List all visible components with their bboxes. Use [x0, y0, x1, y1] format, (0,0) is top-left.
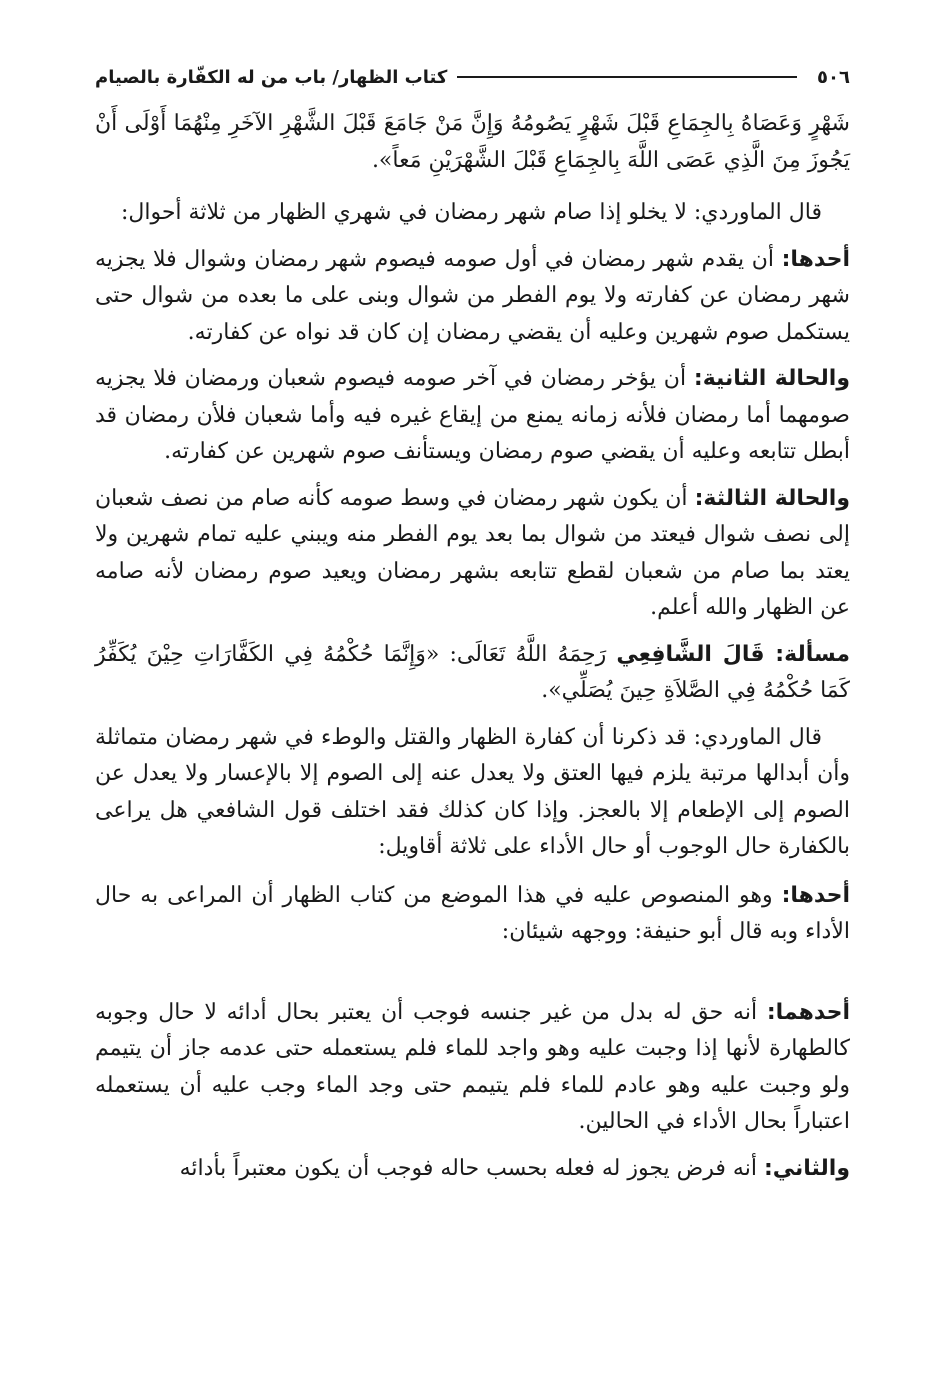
chapter-title: كتاب الظهار/ باب من له الكفّارة بالصيام — [95, 66, 448, 88]
paragraph-case-second — [95, 361, 850, 471]
paragraph-lead: أحدها: — [781, 246, 851, 272]
paragraph-mawardi-intro: قال الماوردي: لا يخلو إذا صام شهر رمضان في شهري الظهار من ثلاثة أحوال: — [120, 200, 822, 225]
paragraph-lead: والثاني: — [763, 1155, 850, 1181]
paragraph-text: رَحِمَهُ اللَّهُ تَعَالَى: «وَإِنَّمَا حُكْمُهُ فِي الكَفَّارَاتِ حِيْنَ يُكَفِّرُ كَمَا حُكْمُهُ فِي الصَّلاَةِ حِينَ يُصَلِّي». — [95, 641, 850, 703]
paragraph-reason-first — [95, 995, 850, 1141]
paragraph-text: أنه حق له بدل من غير جنسه فوجب أن يعتبر بحال أدائه لا حال وجوبه كالطهارة لأنها إذا وجبت عليه وهو واجد للماء فلم يستعمله حتى عدمه جاز أن يتيمم ولو وجبت عليه وهو عادم للماء فلم يتيمم حتى وجد الماء وجب عليه أن يستعمله اعتباراً بحال الأداء في الحالين. — [95, 999, 850, 1134]
paragraph-text: وهو المنصوص عليه في هذا الموضع من كتاب الظهار أن المراعى به حال الأداء وبه قال أبو حنيفة: ووجهه شيئان: — [95, 882, 850, 944]
paragraph-lead: مسألة: قَالَ الشَّافِعِي — [616, 641, 850, 667]
book-page — [95, 62, 850, 1187]
paragraph-masala — [95, 637, 850, 710]
paragraph-case-first — [95, 242, 850, 352]
paragraph-lead: أحدهما: — [766, 999, 850, 1025]
running-header — [95, 62, 850, 92]
header-rule — [457, 76, 797, 78]
paragraph-text: أنه فرض يجوز له فعله بحسب حاله فوجب أن يكون معتبراً بأدائه — [179, 1155, 757, 1181]
paragraph-opinion-first — [95, 878, 850, 951]
paragraph-case-third — [95, 481, 850, 627]
paragraph-reason-second — [95, 1151, 850, 1188]
page-number: ٥٠٦ — [817, 66, 850, 88]
paragraph-lead: والحالة الثانية: — [693, 366, 851, 391]
paragraph-text: أن يؤخر رمضان في آخر صومه فيصوم شعبان ورمضان فلا يجزيه صومهما أما رمضان فلأنه زمانه يمنع من إيقاع غيره فيه وأما شعبان فلأن رمضان قد أبطل تتابعه وعليه أن يقضي صوم رمضان ويستأنف صوم شهرين عن كفارته. — [95, 366, 850, 464]
paragraph-mawardi-commentary: قال الماوردي: قد ذكرنا أن كفارة الظهار والقتل والوطء في شهر رمضان متماثلة وأن أبدالها مرتبة يلزم فيها العتق ولا يعدل عنه إلى الصوم إلا بالإعسار ولا يعدل عن الصوم إلى الإطعام إلا بالعجز. وإذا كان كذلك فقد اختلف قول الشافعي هل يراعى بالكفارة حال الوجوب أو حال الأداء على ثلاثة أقاويل: — [95, 724, 850, 859]
quote-continuation: شَهْرٍ وَعَصَاهُ بِالجِمَاعِ قَبْلَ شَهْرٍ يَصُومُهُ وَإِنَّ مَنْ جَامَعَ قَبْلَ الشَّهْرِ الآخَرِ مِنْهُمَا أَوْلَى أَنْ يَجُوزَ مِنَ الَّذِي عَصَى اللَّهَ بِالجِمَاعِ قَبْلَ الشَّهْرَيْنِ مَعاً». — [95, 111, 850, 173]
paragraph-lead: والحالة الثالثة: — [694, 485, 850, 511]
paragraph-text: أن يقدم شهر رمضان في أول صومه فيصوم شهر رمضان وشوال فلا يجزيه شهر رمضان عن كفارته ولا يوم الفطر من شوال وبنى على ما بعده من شوال حتى يستكمل صوم شهرين وعليه أن يقضي رمضان إن كان قد نواه عن كفارته. — [95, 246, 850, 345]
paragraph-lead: أحدها: — [781, 882, 850, 908]
paragraph-text: أن يكون شهر رمضان في وسط صومه كأنه صام من نصف شعبان إلى نصف شوال فيعتد من شوال بما بعد يوم الفطر منه ويبني عليه تمام شهرين ولا يعتد بما صام من شعبان لقطع تتابعه بشهر رمضان ويعيد صوم رمضان لأنه صامه عن الظهار والله أعلم. — [95, 485, 850, 620]
